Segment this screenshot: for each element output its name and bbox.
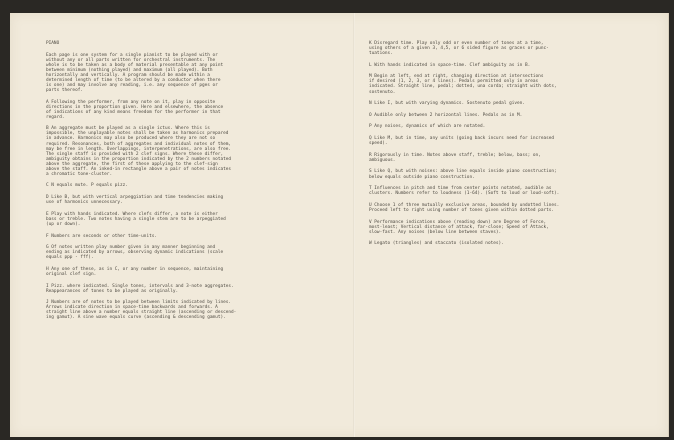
right-column [369,41,656,253]
instruction-item: W Legato (triangles) and staccato (isolated notes). [369,241,504,247]
instruction-item: I Pizz. where indicated. Single tones, intervals and 3-note aggregates. Reappearances of tones to be played as originally. [46,283,234,294]
page-fold [353,13,355,437]
instruction-item: M Begin at left, end at right, changing direction at intersections if desired (1, 2, 3, or 4 lines). Pedals permitted only in areas indicated. Straight line, pedal; dotted, una corda; straight with dots, sostenuto. [369,74,557,95]
instruction-item: H Any one of these, as in C, or any number in sequence, maintaining original clef sign. [46,266,224,277]
instruction-item: D Like B, but with vertical arpeggiation and time tendencies making use of harmonics unnecessary. [46,195,224,206]
instruction-item: G Of notes written play number given in any manner beginning and ending as indicated by arrows, observing dynamic indications (scale equals ppp - fff). [46,245,224,261]
instruction-item: J Numbers are of notes to be played between limits indicated by lines. Arrows indicate direction in space-time backwards and forwards. A straight line above a number equals straight line (ascending or descend- ing gamut). A sine wave equals curve (ascending & descending gamut). [46,300,237,321]
instruction-item: A Following the performer, from any note on it, play in opposite directions in the proportion given. Here and elsewhere, the absence of indications of any kind means freedom for the performer in that regard. [46,99,224,120]
intro-paragraph: Each page is one system for a single pianist to be played with or without any or all parts written for orchestral instruments. The whole is to be taken as a body of material presentable at any point between minimum (nothing played) and maximum (all played). Both horizontally and vertically. A program should be made within a determined length of time (to be altered by a conductor when there is one) and may involve any reading, i.e. any sequence of pges or parts thereof. [46,52,224,93]
instruction-item: L With hands indicated in space-time. Clef ambiguity as in B. [369,62,531,68]
instruction-item: U Choose 1 of three mutually exclusive areas, bounded by undotted lines. Proceed left to right using number of tones given within dotted parts. [369,202,560,213]
instruction-item: N Like I, but with varying dynamics. Sostenuto pedal given. [369,101,525,107]
page-title: PIANO [46,41,60,46]
instruction-item: F Numbers are seconds or other time-units. [46,233,158,239]
instruction-item: O Audible only between 2 horizontal lines. Pedals as in M. [369,112,523,118]
instruction-item: Q Like M, but in time, any units (going back incurs need for increased speed). [369,136,555,147]
instruction-item: C N equals mute. P equals pizz. [46,183,128,189]
instruction-item: E Play with hands indicated. Where clefs differ, a note is either bass or treble. Two notes having a single stem are to be arpeggiated (up or down). [46,211,226,227]
instruction-item: B An aggregate must be played as a single ictus. Where this is impossible, the unplayable notes shall be taken as harmonics prepared in advance. Harmonics may also be produced where they are not so required. Resonances, both of aggregates and individual notes of them, may be free in length. Overlappings, interpenetrations, are also free. The single staff is provided with 2 clef signs. Where these differ, ambiguity obtains in the proportion indicated by the 2 numbers notated above the aggregate, the first of these applying to the clef-sign above the staff. An inked-in rectangle above a pair of notes indicates a chromatic tone-cluster. [46,126,232,177]
instruction-item: S Like Q, but with noises: above line equals inside piano construction; below equals outside piano construction. [369,169,557,180]
instruction-item: V Performance indications above (reading down) are Degree of Force, most-least; Vertical distance of attack, far-close; Speed of Attack, slow-fast. Any noises (below line between staves). [369,219,549,235]
instruction-item: P Any noises, dynamics of which are notated. [369,124,486,130]
instruction-item: T Influences in pitch and time from center points notated, audible as clusters. Numbers refer to loudness (1-64). (Soft to loud or loud-soft). [369,186,560,197]
instruction-item: R Rigorously in time. Notes above staff, treble; below, bass; on, ambiguous. [369,152,541,163]
score-instructions-page [10,13,669,437]
instruction-item: K Disregard time. Play only odd or even number of tones at a time, using others of a given 3, 4,5, or 6 sided figure as graces or punc- tuations. [369,41,549,57]
left-column [46,41,346,327]
